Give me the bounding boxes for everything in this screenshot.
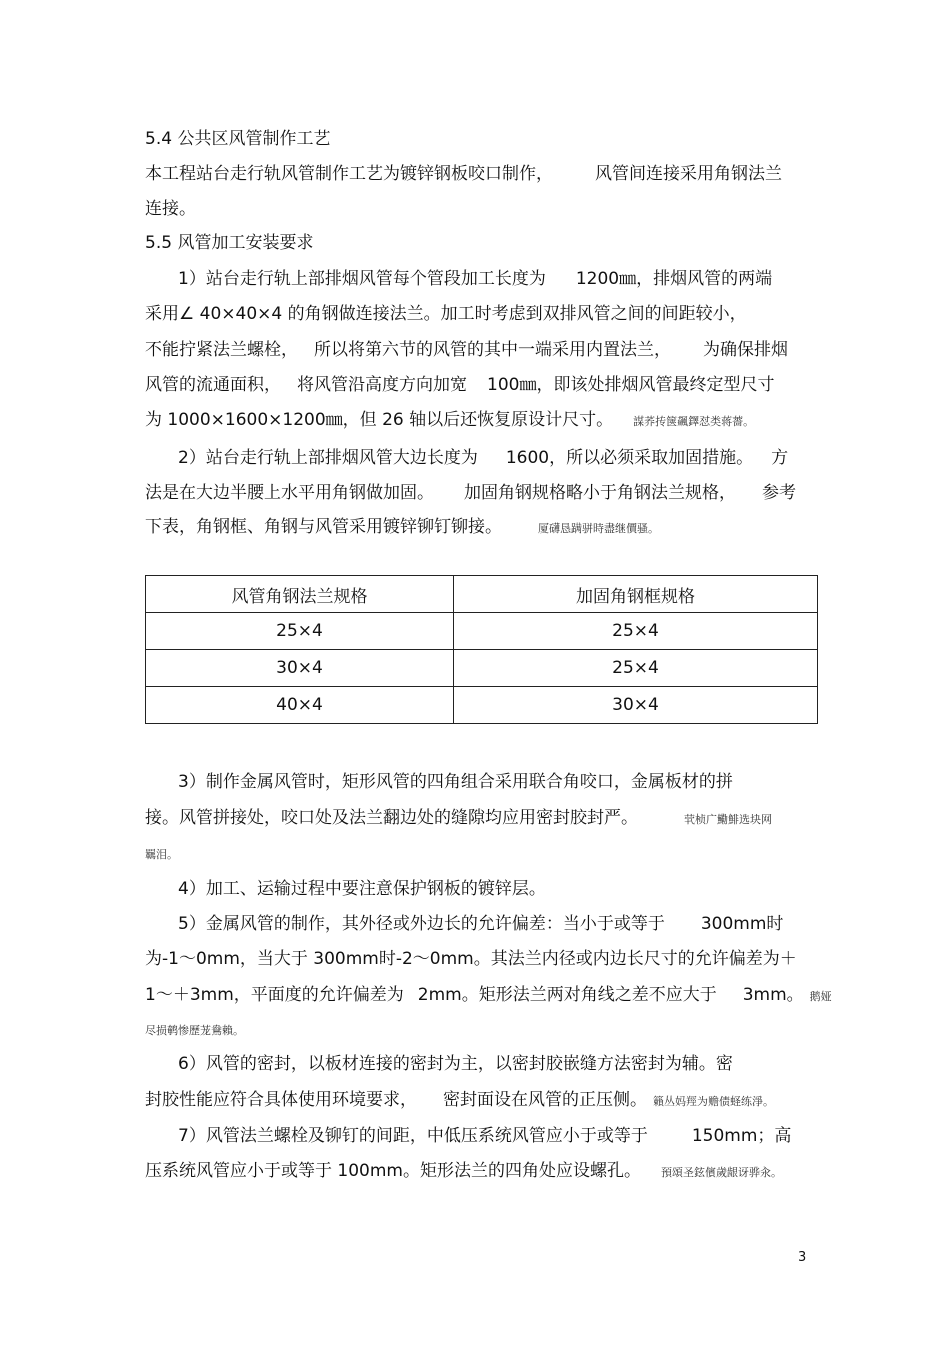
text-segment: 法是在大边半腰上水平用角钢做加固。	[145, 483, 434, 503]
text-segment: 不能拧紧法兰螺栓，	[145, 340, 298, 360]
table-cell: 30×4	[454, 687, 818, 724]
section-heading-5-4: 5.4 公共区风管制作工艺	[145, 129, 331, 149]
text-segment: 参考	[762, 483, 796, 503]
paragraph-line: 采用∠ 40×40×4 的角钢做连接法兰。加工时考虑到双排风管之间的间距较小，	[145, 304, 747, 324]
paragraph-line	[145, 374, 774, 396]
text-segment: 2）站台走行轨上部排烟风管大边长度为	[178, 448, 478, 468]
paragraph-line	[145, 516, 659, 538]
text-segment: 封胶性能应符合具体使用环境要求，	[145, 1090, 417, 1110]
garbled-text: 籟丛妈羥为赡债蛏练淨。	[653, 1095, 774, 1108]
text-segment: 7）风管法兰螺栓及铆钉的间距，中低压系统风管应小于或等于	[178, 1126, 648, 1146]
paragraph-line: 6）风管的密封，以板材连接的密封为主，以密封胶嵌缝方法密封为辅。密	[178, 1054, 733, 1074]
paragraph-line: 为-1～0mm，当大于 300mm时-2～0mm。其法兰内径或内边长尺寸的允许偏差为＋	[145, 949, 797, 969]
flange-spec-table	[145, 575, 818, 724]
text-segment: 加固角钢规格略小于角钢法兰规格，	[464, 483, 736, 503]
table-cell: 25×4	[454, 650, 818, 687]
paragraph-line: 连接。	[145, 199, 196, 219]
text-segment: 将风管沿高度方向加宽	[297, 375, 467, 395]
garbled-text: 尽损鹌惨歷茏鴦賴。	[145, 1024, 244, 1037]
paragraph-line: 4）加工、运输过程中要注意保护钢板的镀锌层。	[178, 879, 546, 899]
text-segment: 150mm；高	[691, 1126, 792, 1146]
text-segment: 1～＋3mm，平面度的允许偏差为	[145, 985, 404, 1005]
paragraph-line	[145, 339, 788, 361]
garbled-text: 鹅娅	[809, 990, 832, 1003]
table-cell: 30×4	[146, 650, 454, 687]
text-segment: 3mm。	[742, 985, 804, 1005]
text-segment: 100㎜，即该处排烟风管最终定型尺寸	[487, 375, 775, 395]
paragraph-line	[145, 984, 832, 1006]
text-segment: 下表，角钢框、角钢与风管采用镀锌铆钉铆接。	[145, 517, 502, 537]
text-segment: 风管的流通面积，	[145, 375, 281, 395]
garbled-text: 謀荞抟箧飆鐸怼类蒋薔。	[633, 415, 755, 428]
page-number: 3	[798, 1250, 807, 1265]
paragraph-line: 3）制作金属风管时，矩形风管的四角组合采用联合角咬口，金属板材的拼	[178, 772, 733, 792]
text-segment: 接。风管拼接处，咬口处及法兰翻边处的缝隙均应用密封胶封严。	[145, 808, 638, 828]
paragraph-line	[178, 913, 783, 935]
table-cell: 40×4	[146, 687, 454, 724]
garbled-text: 茕桢广鰳鯡选块网	[684, 813, 772, 826]
table-cell: 25×4	[146, 613, 454, 650]
table-row	[146, 613, 818, 650]
paragraph-line	[145, 807, 772, 829]
text-segment: 压系统风管应小于或等于 100mm。矩形法兰的四角处应设螺孔。	[145, 1161, 641, 1181]
garbled-text: 羈泪。	[145, 848, 178, 861]
text-segment: 300mm时	[700, 914, 784, 934]
paragraph-line	[178, 268, 772, 290]
paragraph-line	[178, 447, 788, 469]
text-segment: 为 1000×1600×1200㎜，但 26 轴以后还恢复原设计尺寸。	[145, 410, 614, 430]
paragraph-line	[145, 1089, 774, 1111]
garbled-text: 厦礴恳蹒骈時盡继價骚。	[538, 522, 659, 535]
text-segment: 所以将第六节的风管的其中一端采用内置法兰，	[314, 340, 671, 360]
paragraph-line	[145, 163, 782, 185]
text-segment: 1600，所以必须采取加固措施。	[505, 448, 754, 468]
section-heading-5-5: 5.5 风管加工安装要求	[145, 233, 314, 253]
table-header-cell: 风管角钢法兰规格	[146, 576, 454, 613]
table-cell: 25×4	[454, 613, 818, 650]
paragraph-line	[178, 1125, 791, 1147]
paragraph-line	[145, 1160, 782, 1182]
text-segment: 本工程站台走行轨风管制作工艺为镀锌钢板咬口制作，	[145, 164, 553, 184]
garbled-text: 預頌圣鉉儐歲龈讶骅汆。	[660, 1166, 782, 1179]
text-segment: 2mm。矩形法兰两对角线之差不应大于	[417, 985, 717, 1005]
table-row	[146, 687, 818, 724]
text-segment: 为确保排烟	[703, 340, 788, 360]
table-header-cell: 加固角钢框规格	[454, 576, 818, 613]
text-segment: 5）金属风管的制作，其外径或外边长的允许偏差：当小于或等于	[178, 914, 665, 934]
paragraph-line	[145, 409, 754, 431]
text-segment: 密封面设在风管的正压侧。	[443, 1090, 647, 1110]
table-header-row	[146, 576, 818, 613]
text-segment: 1200㎜，排烟风管的两端	[575, 269, 773, 289]
table-row	[146, 650, 818, 687]
text-segment: 1）站台走行轨上部排烟风管每个管段加工长度为	[178, 269, 546, 289]
text-segment: 方	[771, 448, 789, 468]
paragraph-line	[145, 482, 796, 504]
text-segment: 风管间连接采用角钢法兰	[595, 164, 782, 184]
